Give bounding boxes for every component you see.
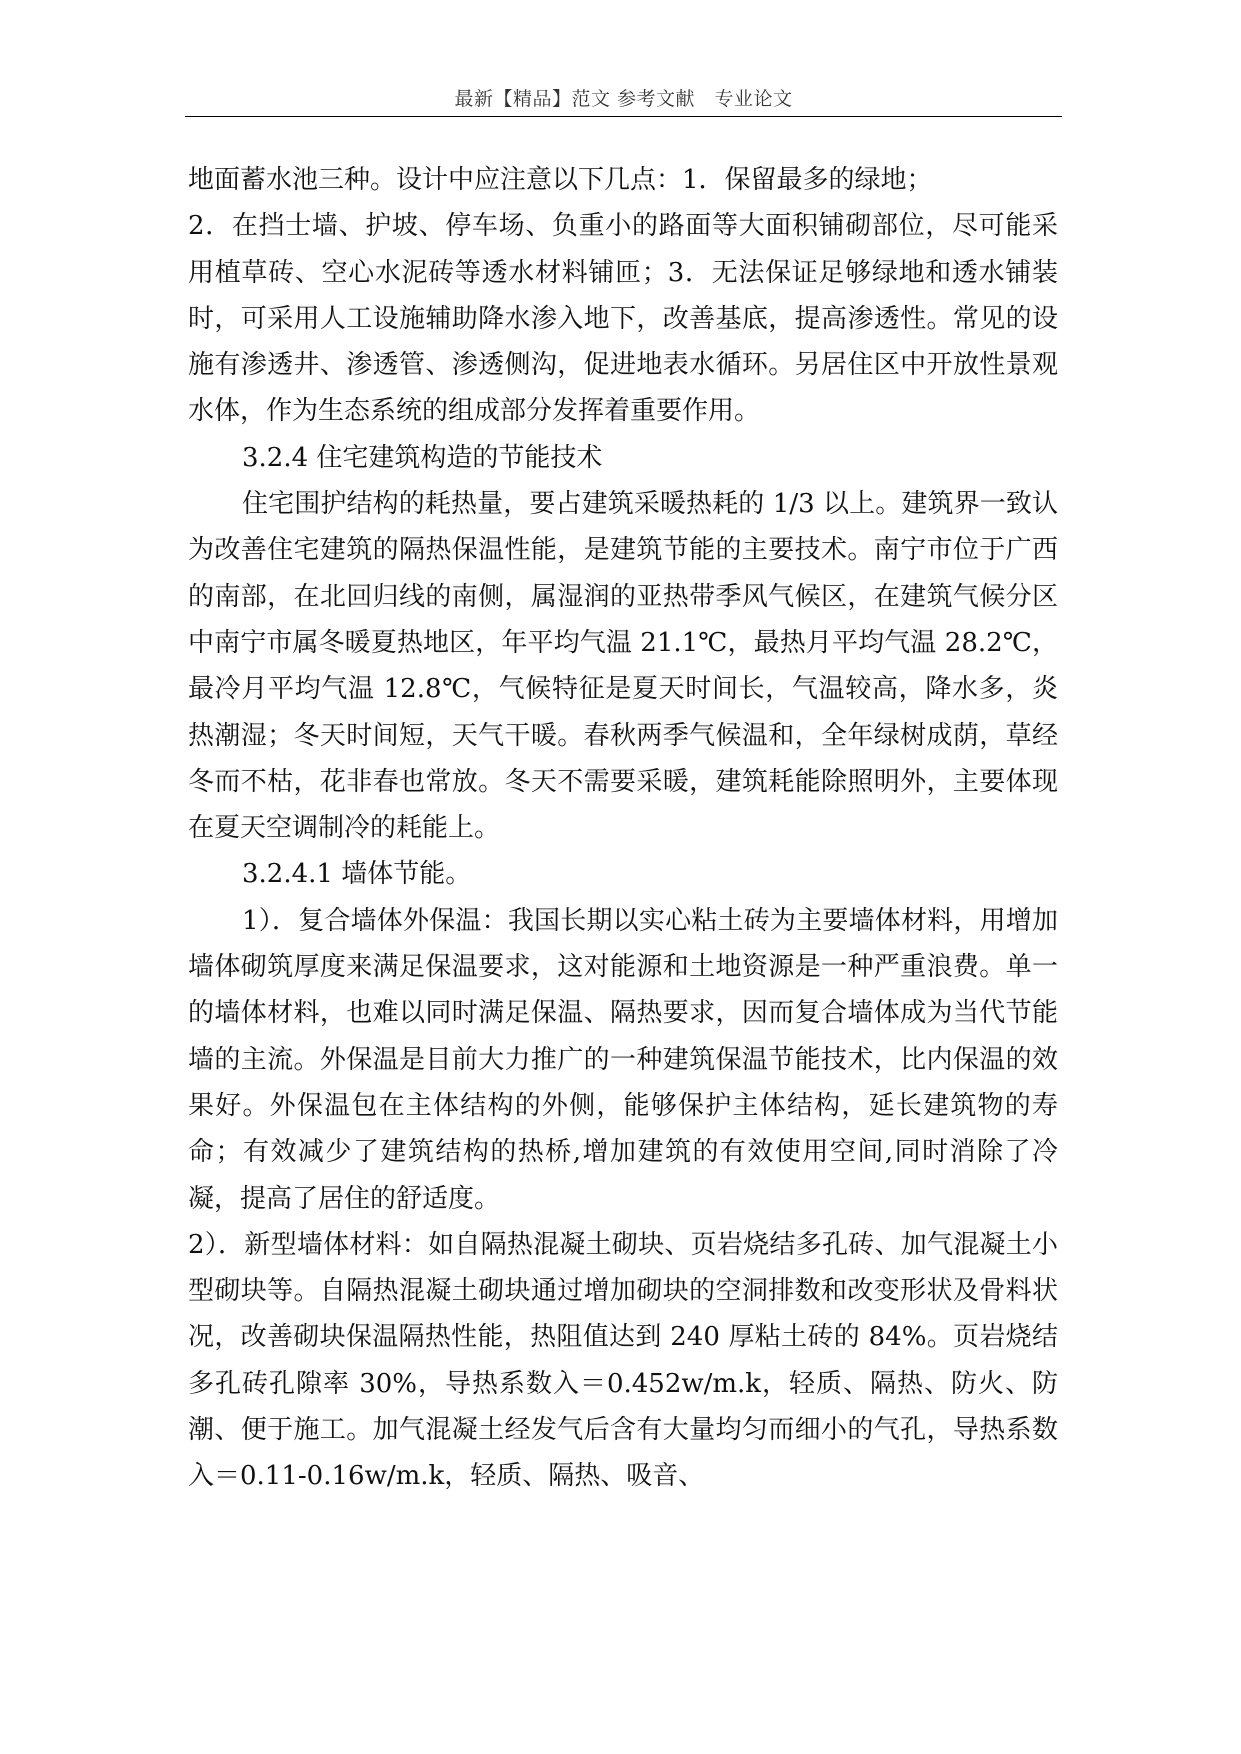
document-body [188, 157, 1058, 1500]
paragraph: 2．在挡士墙、护坡、停车场、负重小的路面等大面积铺砌部位，尽可能采用植草砖、空心水泥砖等透水材料铺匝；3．无法保证足够绿地和透水铺装时，可采用人工设施辅助降水渗入地下，改善基底，提高渗透性。常见的设施有渗透井、渗透管、渗透侧沟，促进地表水循环。另居住区中开放性景观水体，作为生态系统的组成部分发挥着重要作用。 [188, 211, 1058, 427]
subsection-heading: 3.2.4.1 墙体节能。 [242, 859, 472, 890]
section-heading: 3.2.4 住宅建筑构造的节能技术 [242, 442, 603, 473]
header-divider [185, 116, 1062, 117]
page-header: 最新【精品】范文 参考文献 专业论文 [454, 88, 793, 110]
paragraph: 2）．新型墙体材料：如自隔热混凝土砌块、页岩烧结多孔砖、加气混凝土小型砌块等。自隔热混凝土砌块通过增加砌块的空洞排数和改变形状及骨料状况，改善砌块保温隔热性能，热阻值达到 240 厚粘土砖的 84%。页岩烧结多孔砖孔隙率 30%，导热系数入＝0.452w/m.k，轻质、隔热、防火、防潮、便于施工。加气混凝土经发气后含有大量均匀而细小的气孔，导热系数入＝0.11-0.16w/m.k，轻质、隔热、吸音、 [188, 1229, 1058, 1492]
paragraph: 住宅围护结构的耗热量，要占建筑采暖热耗的 1/3 以上。建筑界一致认为改善住宅建筑的隔热保温性能，是建筑节能的主要技术。南宁市位于广西的南部，在北回归线的南侧，属湿润的亚热带季风气候区，在建筑气候分区中南宁市属冬暖夏热地区，年平均气温 21.1℃，最热月平均气温 28.2℃，最冷月平均气温 12.8℃，气候特征是夏天时间长，气温较高，降水多，炎热潮湿；冬天时间短，天气干暖。春秋两季气候温和，全年绿树成荫，草经冬而不枯，花非春也常放。冬天不需要采暖，建筑耗能除照明外，主要体现在夏天空调制冷的耗能上。 [188, 489, 1058, 844]
paragraph: 1）．复合墙体外保温：我国长期以实心粘土砖为主要墙体材料，用增加墙体砌筑厚度来满足保温要求，这对能源和土地资源是一种严重浪费。单一的墙体材料，也难以同时满足保温、隔热要求，因而复合墙体成为当代节能墙的主流。外保温是目前大力推广的一种建筑保温节能技术，比内保温的效果好。外保温包在主体结构的外侧，能够保护主体结构，延长建筑物的寿命；有效减少了建筑结构的热桥,增加建筑的有效使用空间,同时消除了冷凝，提高了居住的舒适度。 [188, 905, 1058, 1214]
paragraph: 地面蓄水池三种。设计中应注意以下几点：1．保留最多的绿地； [188, 165, 933, 195]
